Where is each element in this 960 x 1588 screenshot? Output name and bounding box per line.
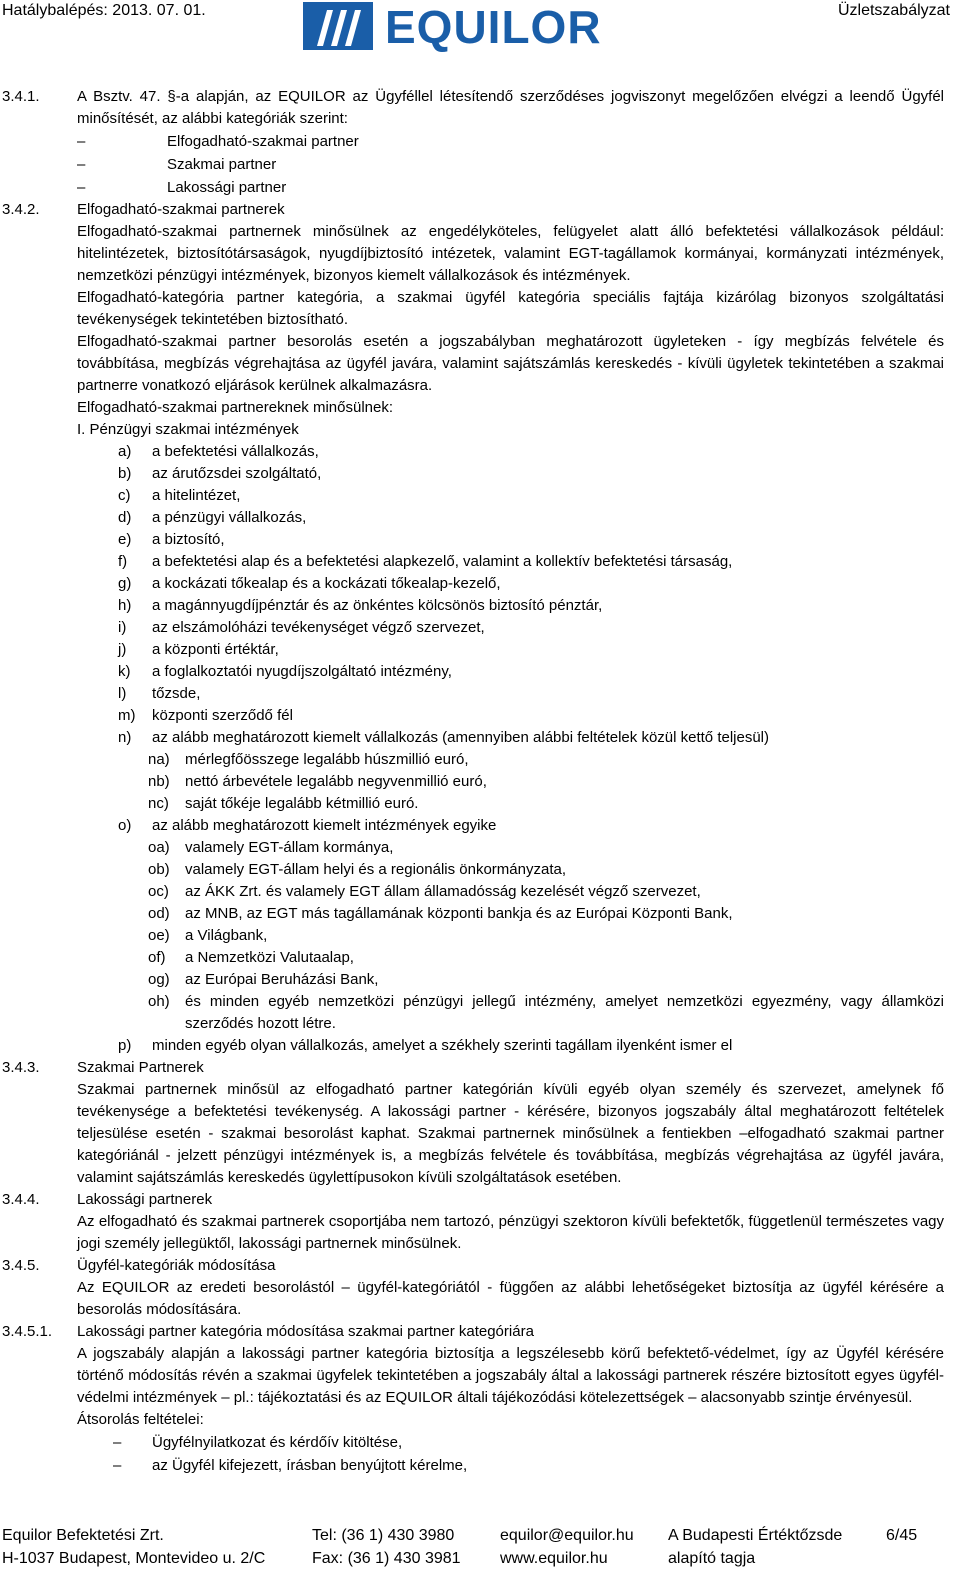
section-3-4-3 <box>0 1057 960 1079</box>
list-item: – az Ügyfél kifejezett, írásban benyújtott kérelme, <box>113 1457 468 1474</box>
sub-list-item: oe) a Világbank, <box>148 927 268 944</box>
sub-list-item: oa) valamely EGT-állam kormánya, <box>148 839 394 856</box>
paragraph: A jogszabály alapján a lakossági partner kategória biztosítja a legszélesebb körű befektető-védelmet, így az Ügyfél kérésére történő módosítás révén a szakmai ügyfelek tekintetében a jogszabály által a lakossági partnerek részére biztosított egyes ügyfél-védelmi intézmények – pl.: tájékoztatási és az EQUILOR általi tájékozódási kötelezettségek – alacsonyabb szintje érvényesül. <box>77 1345 944 1406</box>
phone: Tel: (36 1) 430 3980 <box>312 1527 455 1544</box>
section-title: Lakossági partner kategória módosítása szakmai partner kategóriára <box>77 1323 534 1340</box>
effective-date: Hatálybalépés: 2013. 07. 01. <box>2 2 206 19</box>
sub-list-item: of) a Nemzetközi Valutaalap, <box>148 949 354 966</box>
section-title: Ügyfél-kategóriák módosítása <box>77 1257 276 1274</box>
sub-list-item: nb) nettó árbevétele legalább negyvenmillió euró, <box>148 773 487 790</box>
equilor-logo-icon <box>303 2 373 50</box>
bse-membership-2: alapító tagja <box>668 1550 756 1567</box>
list-item: – Elfogadható-szakmai partner <box>77 133 359 150</box>
fax: Fax: (36 1) 430 3981 <box>312 1550 461 1567</box>
list-item: – Ügyfélnyilatkozat és kérdőív kitöltése, <box>113 1434 403 1451</box>
list-item: n) az alább meghatározott kiemelt vállalkozás (amennyiben alábbi feltételek közül kettő teljesül) <box>118 729 769 746</box>
list-item: f) a befektetési alap és a befektetési alapkezelő, valamint a kollektív befektetési társaság, <box>118 553 733 570</box>
list-item: l) tőzsde, <box>118 685 201 702</box>
section-number: 3.4.5. <box>2 1257 40 1274</box>
section-title: Szakmai Partnerek <box>77 1059 204 1076</box>
page-number: 6/45 <box>886 1527 918 1544</box>
section-number: 3.4.2. <box>2 201 40 218</box>
list-item: – Szakmai partner <box>77 156 277 173</box>
section-title: Lakossági partnerek <box>77 1191 213 1208</box>
paragraph: Elfogadható-kategória partner kategória, a szakmai ügyfél kategória speciális fajtája kizárólag bizonyos szolgáltatási tevékenységek tekintetében biztosítható. <box>77 289 944 328</box>
sub-list-item: ob) valamely EGT-állam helyi és a regionális önkormányzata, <box>148 861 566 878</box>
document-title: Üzletszabályzat <box>837 2 950 19</box>
website-link[interactable]: www.equilor.hu <box>500 1550 608 1567</box>
list-item: m) központi szerződő fél <box>118 707 293 724</box>
equilor-logo <box>303 1 653 53</box>
list-item: o) az alább meghatározott kiemelt intézmények egyike <box>118 817 497 834</box>
list-item: j) a központi értéktár, <box>118 641 279 658</box>
list-item: d) a pénzügyi vállalkozás, <box>118 509 307 526</box>
sub-list-item: na) mérlegfőösszege legalább húszmillió euró, <box>148 751 469 768</box>
list-item: c) a hitelintézet, <box>118 487 241 504</box>
page-header <box>0 0 960 54</box>
list-item: – Lakossági partner <box>77 179 287 196</box>
page-footer <box>0 1524 960 1586</box>
list-item: b) az árutőzsdei szolgáltató, <box>118 465 322 482</box>
sub-list-item: oc) az ÁKK Zrt. és valamely EGT állam államadósság kezelését végző szervezet, <box>148 883 701 900</box>
section-number: 3.4.5.1. <box>2 1323 53 1340</box>
paragraph: Elfogadható-szakmai partnereknek minősülnek: <box>77 399 394 416</box>
section-number: 3.4.1. <box>2 88 40 105</box>
section-title: Elfogadható-szakmai partnerek <box>77 201 285 218</box>
sub-list-item: od) az MNB, az EGT más tagállamának központi bankja és az Európai Központi Bank, <box>148 905 733 922</box>
company-name: Equilor Befektetési Zrt. <box>2 1527 164 1544</box>
sub-list-item: nc) saját tőkéje legalább kétmillió euró. <box>148 795 419 812</box>
section-3-4-5 <box>0 1255 960 1277</box>
section-number: 3.4.3. <box>2 1059 40 1076</box>
company-address: H-1037 Budapest, Montevideo u. 2/C <box>2 1550 266 1567</box>
paragraph: Az elfogadható és szakmai partnerek csoportjába nem tartozó, pénzügyi szektoron kívüli befektetők, függetlenül természetes vagy jogi személy jellegüktől, lakossági partnernek minősülnek. <box>77 1213 944 1252</box>
section-number: 3.4.4. <box>2 1191 40 1208</box>
list-item: a) a befektetési vállalkozás, <box>118 443 319 460</box>
logo-text: EQUILOR <box>385 1 602 53</box>
section-3-4-1 <box>0 86 960 130</box>
bse-membership: A Budapesti Értéktőzsde <box>668 1527 843 1544</box>
paragraph: Elfogadható-szakmai partnernek minősülnek az engedélyköteles, felügyelet alatt álló befektetési vállalkozások például: hitelintézetek, biztosítótársaságok, nyugdíjbiztosító intézetek, valamint EGT-tagállamok kormányai, kormányzati intézmények, nemzetközi pénzügyi intézmények, bizonyos kiemelt vállalkozások és intézmények. <box>77 223 944 284</box>
email-link[interactable]: equilor@equilor.hu <box>500 1527 634 1544</box>
section-3-4-4 <box>0 1189 960 1211</box>
list-item: i) az elszámolóházi tevékenységet végző szervezet, <box>118 619 485 636</box>
list-item: e) a biztosító, <box>118 531 225 548</box>
list-item: k) a foglalkoztatói nyugdíjszolgáltató intézmény, <box>118 663 452 680</box>
list-item: g) a kockázati tőkealap és a kockázati tőkealap-kezelő, <box>118 575 501 592</box>
paragraph: Szakmai partnernek minősül az elfogadható partner kategórián kívüli egyéb olyan személy és szervezet, amelynek fő tevékenysége a befektetési tevékenység. A lakossági partner - kérésére, bizonyos jogszabály által meghatározott feltételek teljesülése esetén - szakmai besorolást kaphat. Szakmai partnernek minősülnek a fentiekben –elfogadható szakmai partner kategóriánál - jelzett pénzügyi intézmények is, a megbízás felvétele és továbbítása, megbízás végrehajtása az ügyfél javára, valamint sajátszámlás kereskedés ügylettípusokon kívüli szolgáltatások esetében. <box>77 1081 944 1186</box>
paragraph: Az EQUILOR az eredeti besorolástól – ügyfél-kategóriától - függően az alábbi lehetőségeket biztosítja az ügyfél kérésére a besorolás módosítására. <box>77 1279 944 1318</box>
list-item: p) minden egyéb olyan vállalkozás, amelyet a székhely szerinti tagállam ilyenként ismer el <box>118 1037 733 1054</box>
subheading: I. Pénzügyi szakmai intézmények <box>77 421 299 438</box>
sub-list-item: og) az Európai Beruházási Bank, <box>148 971 379 988</box>
document-body <box>0 86 960 1477</box>
list-item: h) a magánnyugdíjpénztár és az önkéntes kölcsönös biztosító pénztár, <box>118 597 603 614</box>
sub-list-item: oh) és minden egyéb nemzetközi pénzügyi jellegű intézmény, amelyet nemzetközi egyezmény, vagy államközi szerződés hozott létre. <box>148 993 944 1032</box>
paragraph: Elfogadható-szakmai partner besorolás esetén a jogszabályban meghatározott ügyleteken - így megbízás felvétele és továbbítása, megbízás végrehajtása az ügyfél javára, valamint sajátszámlás kereskedés - kívüli ügyletek tekintetében a szakmai partnerre vonatkozó eljárások kerülnek alkalmazásra. <box>77 333 944 394</box>
paragraph: Átsorolás feltételei: <box>77 1411 204 1428</box>
section-3-4-2 <box>0 199 960 221</box>
section-text: A Bsztv. 47. §-a alapján, az EQUILOR az Ügyféllel létesítendő szerződéses jogviszonyt megelőzően elvégzi a leendő Ügyfél minősítését, az alábbi kategóriák szerint: <box>77 88 944 127</box>
section-3-4-5-1 <box>0 1321 960 1343</box>
